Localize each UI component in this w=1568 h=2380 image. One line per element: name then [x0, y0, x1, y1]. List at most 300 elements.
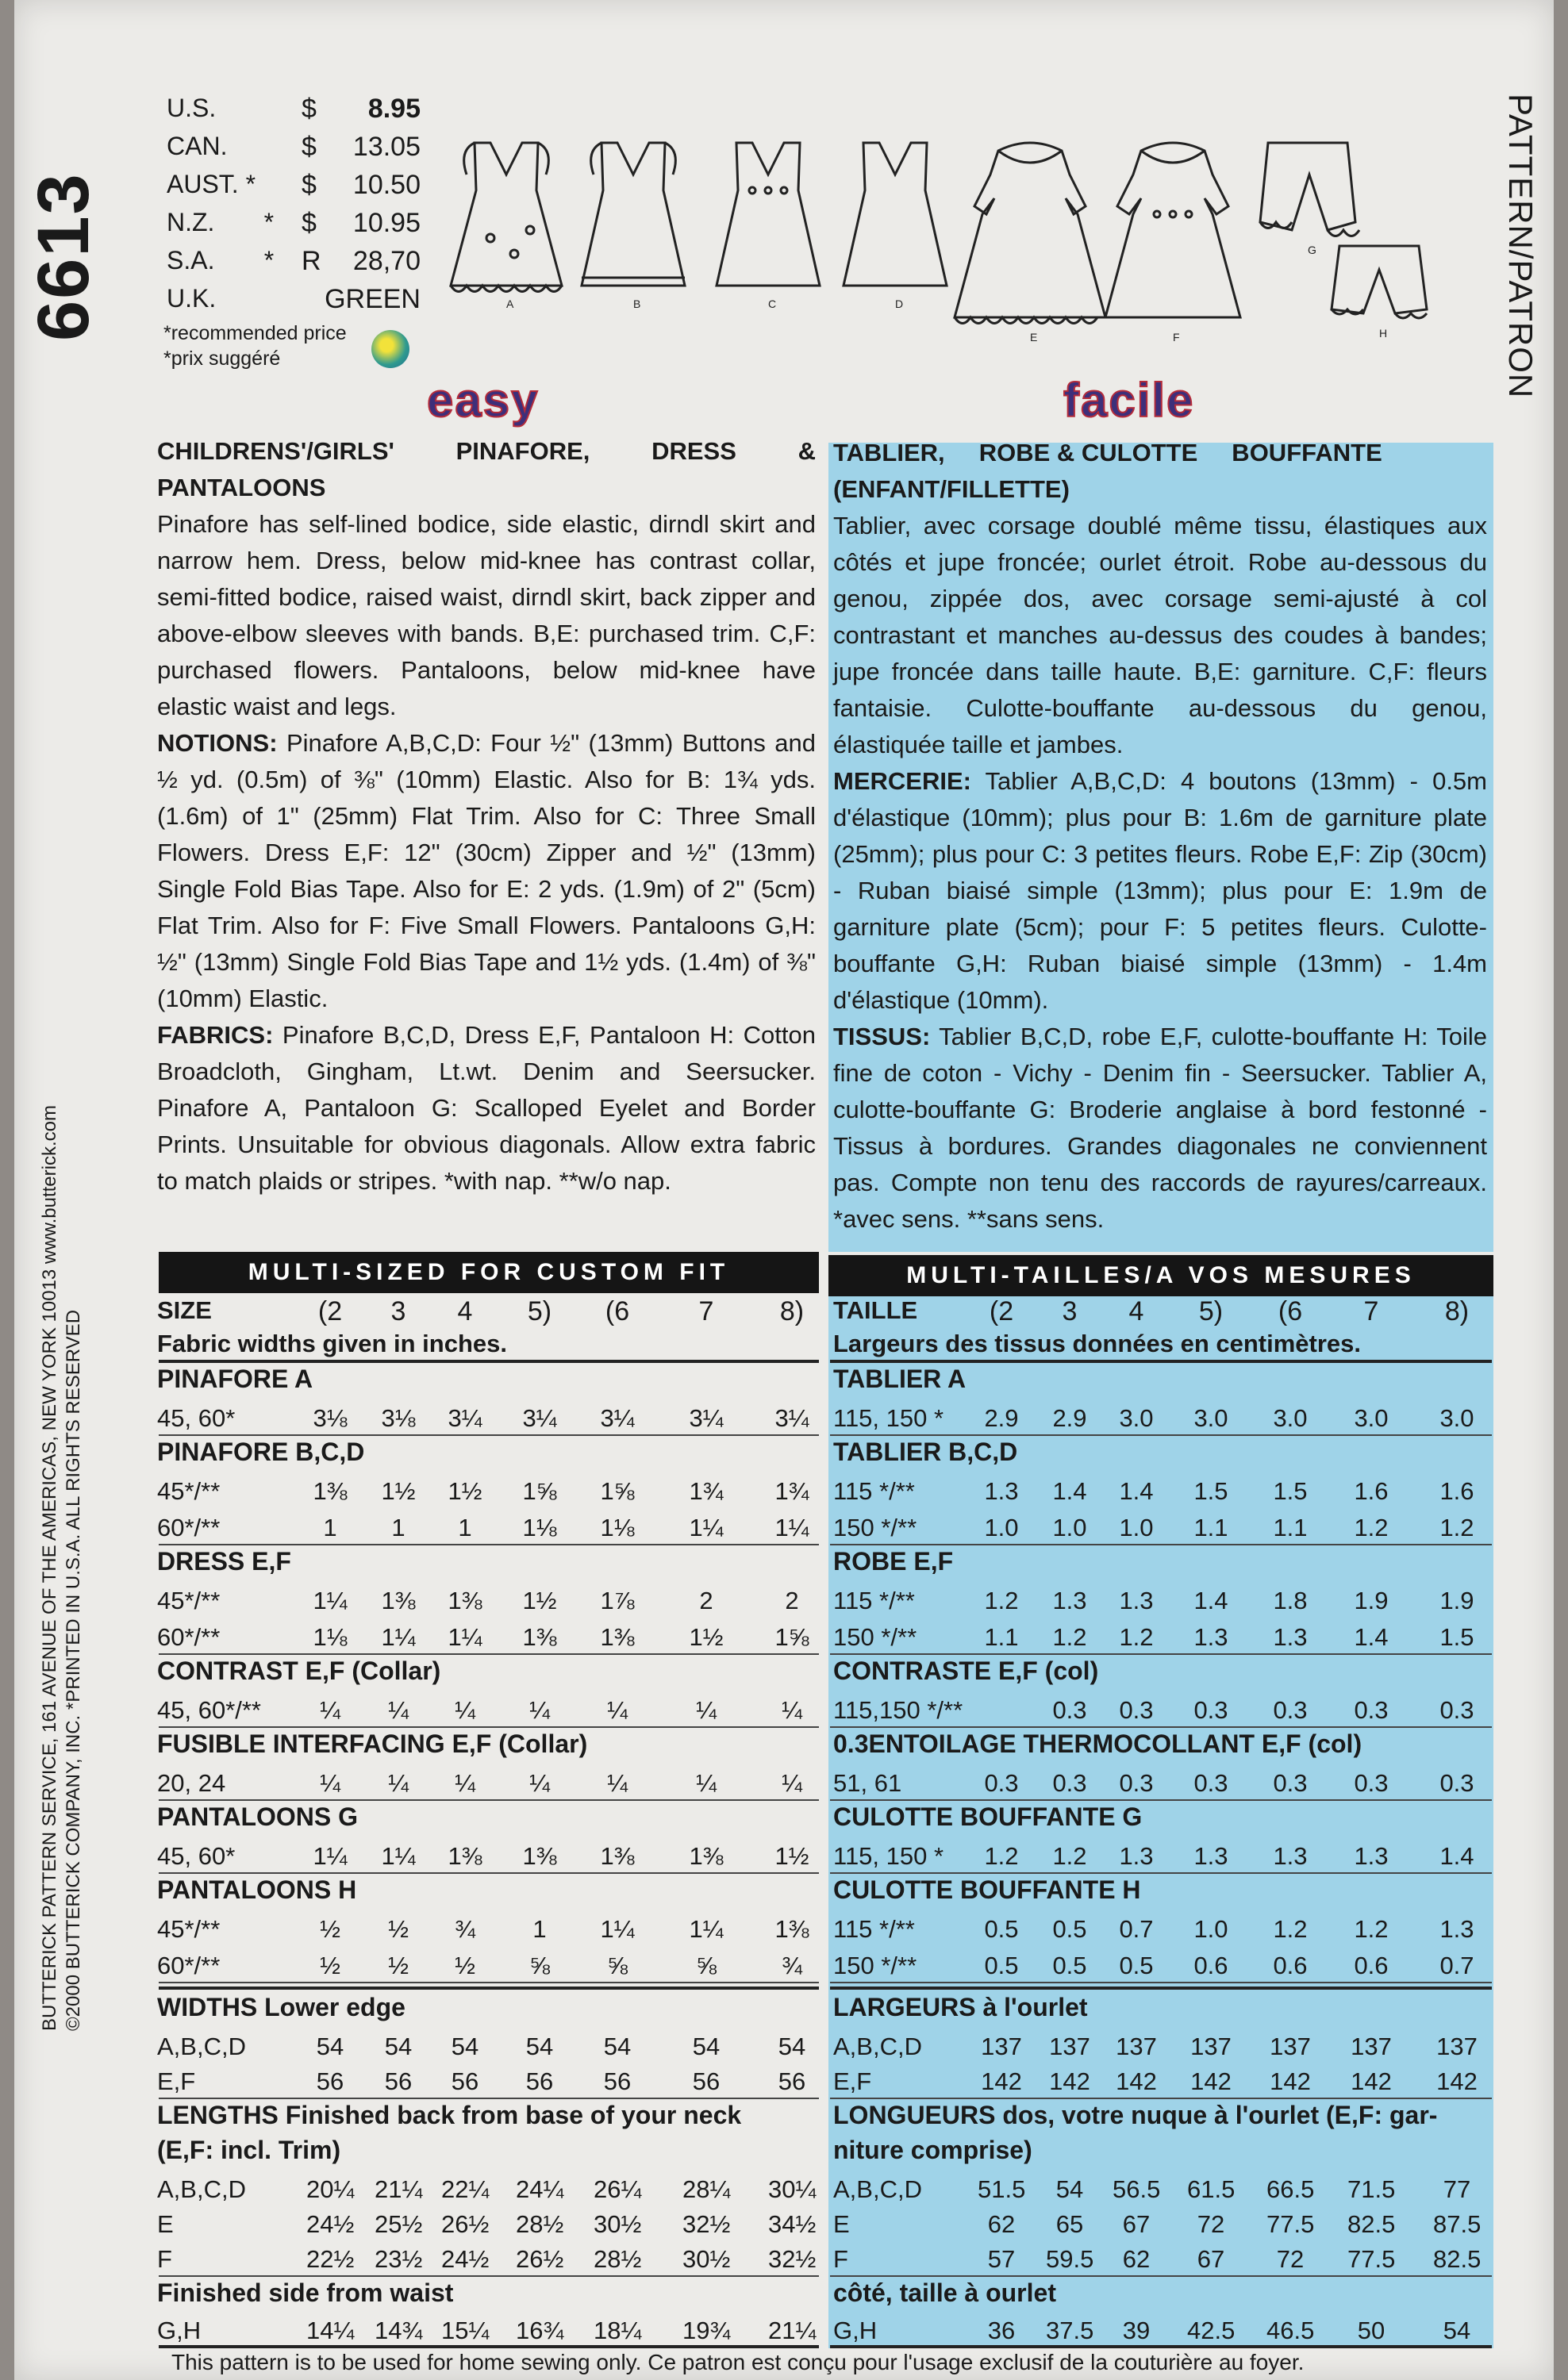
en-table-row-value: 1¼ — [381, 1623, 416, 1651]
en-table-row-label: 45*/** — [157, 1915, 221, 1943]
fr-table-row-value: 0.3 — [1119, 1769, 1154, 1797]
fr-lengths-row-value: 72 — [1276, 2245, 1305, 2273]
fr-size-column: 7 — [1363, 1296, 1379, 1326]
en-table-row-value: 1¾ — [774, 1477, 809, 1505]
en-table-row-value: 1⅛ — [600, 1514, 635, 1541]
fr-table-row-value: 0.5 — [984, 1952, 1019, 1979]
en-table-row-value: 2 — [699, 1587, 713, 1614]
fr-table-row-value: 1.0 — [1193, 1915, 1228, 1943]
en-widths-note: Fabric widths given in inches. — [157, 1330, 507, 1357]
en-section-title: PINAFORE A — [157, 1365, 313, 1393]
en-widths-row-value: 54 — [451, 2033, 479, 2060]
en-table-row-value: ⅝ — [607, 1952, 628, 1979]
garment-sketches — [443, 127, 1458, 349]
en-table-row-label: 60*/** — [157, 1952, 221, 1979]
en-table-row-value: 1½ — [448, 1477, 482, 1505]
fr-row-divider — [830, 1872, 1492, 1874]
english-description: Pinafore has self-lined bodice, side elastic, dirndl skirt and narrow hem. Dress, below mid-knee has contrast collar, semi-fitted bodice, raised waist, dirndl skirt, back zipper and above-elbow sleeves with bands. B,E: purchased trim. C,F: purchased flowers. Pantaloons, below mid-knee have elastic waist and legs. — [157, 510, 816, 720]
fr-table-row-value: 0.3 — [1052, 1696, 1087, 1724]
fr-size-column: (6 — [1278, 1296, 1303, 1326]
fabrics-text: Pinafore B,C,D, Dress E,F, Pantaloon H: Cotton Broadcloth, Gingham, Lt.wt. Denim and Seersucker. Pinafore A, Pantaloon G: Scalloped Eyelet and Border Prints. Unsuitable for obvious diagonals. Allow extra fabric to match plaids or stripes. *with nap. **w/o nap. — [157, 1021, 816, 1195]
fr-side-row-value: 36 — [987, 2317, 1016, 2344]
fr-side-row-value: 46.5 — [1266, 2317, 1315, 2344]
fr-section-title: CULOTTE BOUFFANTE H — [833, 1875, 1141, 1904]
fr-table-row-value: 0.7 — [1119, 1915, 1154, 1943]
en-lengths-row-value: 28¼ — [682, 2175, 731, 2203]
en-table-row-value: 1 — [458, 1514, 472, 1541]
fr-table-row-value: 0.6 — [1193, 1952, 1228, 1979]
fr-table-row-label: 150 */** — [833, 1623, 917, 1651]
fr-table-row-label: 115, 150 * — [833, 1842, 944, 1870]
fr-table-row — [14, 1399, 1568, 1436]
en-table-row-value: 1 — [391, 1514, 405, 1541]
en-widths-row-label: E,F — [157, 2067, 196, 2095]
price-label-aust: AUST. * — [167, 170, 256, 198]
en-section-title: FUSIBLE INTERFACING E,F (Collar) — [157, 1729, 588, 1758]
fr-table-row-label: 51, 61 — [833, 1769, 902, 1797]
fr-widths-row-value: 142 — [1436, 2067, 1478, 2095]
fr-widths-row-value: 137 — [981, 2033, 1022, 2060]
french-text-column — [833, 435, 1487, 1238]
fr-table-row-value: 0.3 — [984, 1769, 1019, 1797]
price-label-sa: S.A. * — [167, 246, 275, 274]
fr-lengths-row-value: 62 — [1122, 2245, 1151, 2273]
price-note-en: *recommended price — [163, 322, 347, 344]
english-fabrics — [157, 1017, 816, 1200]
en-lengths-row-value: 22½ — [306, 2245, 355, 2273]
sketch-d-pinafore — [844, 143, 947, 286]
publisher-line-1: BUTTERICK PATTERN SERVICE, 161 AVENUE OF THE AMERICAS, NEW YORK 10013 www.butterick.com — [39, 1105, 60, 2031]
fr-table-row-value: 0.6 — [1354, 1952, 1389, 1979]
fr-table-row-value: 3.0 — [1193, 1404, 1228, 1432]
en-widths-row-label: A,B,C,D — [157, 2033, 246, 2060]
en-side-title: Finished side from waist — [157, 2278, 454, 2307]
mercerie-label: MERCERIE: — [833, 767, 971, 795]
en-divider — [159, 1360, 819, 1363]
en-size-column: 3 — [390, 1296, 406, 1326]
en-table-row-value: 1 — [532, 1915, 547, 1943]
fr-size-column: 8) — [1444, 1296, 1470, 1326]
fr-section-title: 0.3ENTOILAGE THERMOCOLLANT E,F (col) — [833, 1729, 1362, 1758]
fr-table-row — [14, 1837, 1568, 1874]
en-lengths-row-value: 30½ — [594, 2210, 642, 2238]
en-side-row-value: 19¾ — [682, 2317, 731, 2344]
fr-table-row-value: 1.4 — [1439, 1842, 1474, 1870]
en-side-row-value: 15¼ — [441, 2317, 490, 2344]
en-table-row-value: ¼ — [607, 1769, 628, 1797]
en-table-row-value: ¼ — [696, 1696, 717, 1724]
french-table-header-bar: MULTI-TAILLES/A VOS MESURES — [828, 1255, 1493, 1296]
english-notions — [157, 725, 816, 1017]
fr-lengths-row-value: 65 — [1055, 2210, 1084, 2238]
en-table-row-value: ¼ — [696, 1769, 717, 1797]
en-table-row-value: 1⅝ — [600, 1477, 635, 1505]
en-size-column: 4 — [457, 1296, 473, 1326]
price-label-us: U.S. — [167, 94, 217, 122]
price-currency-us: $ — [302, 94, 317, 124]
en-table-row-value: 1⅜ — [522, 1623, 557, 1651]
fr-table-row-value: 3.0 — [1354, 1404, 1389, 1432]
green-dot-icon — [371, 330, 409, 368]
fr-lengths-row-value: 77 — [1443, 2175, 1471, 2203]
fr-row-divider — [830, 1799, 1492, 1801]
fr-lengths-row-label: F — [833, 2245, 848, 2273]
fr-side-row-label: G,H — [833, 2317, 878, 2344]
fr-table-row — [14, 1910, 1568, 1947]
fr-lengths-row-value: 59.5 — [1046, 2245, 1094, 2273]
fr-table-row-value: 0.3 — [1052, 1769, 1087, 1797]
fr-table-row-value: 1.2 — [1119, 1623, 1154, 1651]
price-currency-can: $ — [302, 132, 317, 162]
price-currency-nz: $ — [302, 208, 317, 238]
fr-row-divider — [830, 1653, 1492, 1655]
en-table-row-value: 1¼ — [774, 1514, 809, 1541]
fr-table-row-value: 2.9 — [1052, 1404, 1087, 1432]
pattern-patron-label: PATTERN/PATRON — [1502, 94, 1539, 399]
en-side-row-value: 16¾ — [516, 2317, 564, 2344]
tissus-label: TISSUS: — [833, 1023, 931, 1050]
fr-section-title: ROBE E,F — [833, 1547, 954, 1576]
en-table-row-label: 45*/** — [157, 1587, 221, 1614]
fr-table-row-value: 1.2 — [984, 1587, 1019, 1614]
en-size-column: 8) — [779, 1296, 805, 1326]
en-table-row-value: 3¼ — [448, 1404, 482, 1432]
fr-section-title: TABLIER A — [833, 1365, 967, 1393]
fabrics-label: FABRICS: — [157, 1021, 274, 1049]
fr-side-row-value: 37.5 — [1046, 2317, 1094, 2344]
fr-widths-row-value: 142 — [1351, 2067, 1392, 2095]
sketch-a-pinafore — [451, 143, 562, 292]
fr-table-row-label: 115,150 */** — [833, 1696, 963, 1724]
en-widths-row-value: 56 — [525, 2067, 554, 2095]
french-description: Tablier, avec corsage doublé même tissu, élastiques aux côtés et jupe froncée; ourlet étroit. Robe au-dessous du genou, zippée dos, avec corsage semi-ajusté à col contrastant et manches au-dessus des coudes à bandes; jupe froncée dans taille haute. B,E: garniture. C,F: fleurs fantaisie. Culotte-bouffante au-dessous du genou, élastiquée taille et jambes. — [833, 512, 1487, 758]
en-table-row-value: 2 — [785, 1587, 799, 1614]
fr-table-row — [14, 1472, 1568, 1509]
fr-table-row-value: 1.3 — [984, 1477, 1019, 1505]
fr-table-row — [14, 1691, 1568, 1728]
en-table-row-value: 3⅛ — [381, 1404, 416, 1432]
en-widths-row-value: 54 — [525, 2033, 554, 2060]
fr-table-row-value: 1.6 — [1439, 1477, 1474, 1505]
en-lengths-row-value: 20¼ — [306, 2175, 355, 2203]
sketch-f-dress — [1105, 143, 1240, 317]
en-section-title: CONTRAST E,F (Collar) — [157, 1656, 441, 1685]
fr-table-row-value: 1.0 — [1052, 1514, 1087, 1541]
fr-table-row-value: 1.3 — [1354, 1842, 1389, 1870]
en-table-row-value: 3¼ — [774, 1404, 809, 1432]
en-table-row-value: ¼ — [388, 1696, 409, 1724]
fr-widths-row-value: 137 — [1351, 2033, 1392, 2060]
fr-row-divider — [830, 2275, 1492, 2277]
fr-lengths-row-value: 66.5 — [1266, 2175, 1315, 2203]
en-table-row-value: 1⅛ — [313, 1623, 348, 1651]
en-divider — [159, 1987, 819, 1990]
fr-lengths-row-label: E — [833, 2210, 850, 2238]
price-note-fr: *prix suggéré — [163, 347, 281, 370]
sketch-h-pantaloons — [1332, 246, 1427, 318]
en-side-row-value: 21¼ — [768, 2317, 817, 2344]
en-lengths-row-value: 30½ — [682, 2245, 731, 2273]
fr-table-row-value: 0.3 — [1439, 1769, 1474, 1797]
en-table-row-label: 45*/** — [157, 1477, 221, 1505]
en-lengths-row-value: 21¼ — [375, 2175, 423, 2203]
en-table-row-label: 45, 60* — [157, 1404, 236, 1432]
en-table-row-value: ¼ — [782, 1696, 802, 1724]
fr-table-row-value: 1.8 — [1273, 1587, 1308, 1614]
tissus-text: Tablier B,C,D, robe E,F, culotte-bouffante H: Toile fine de coton - Vichy - Denim fin - Seersucker. Tablier A, culotte-bouffante G: Broderie anglaise à bord festonné - Tissus à bordures. Grandes diagonales ne conviennent pas. Compte non tenu des raccords de rayures/carreaux. *avec sens. **sans sens. — [833, 1023, 1488, 1233]
price-amount-can: 13.05 — [352, 132, 421, 162]
fr-table-row-label: 115 */** — [833, 1477, 915, 1505]
en-table-row-value: 1⅜ — [448, 1587, 482, 1614]
en-table-row-value: 1⅜ — [522, 1842, 557, 1870]
en-widths-row-value: 56 — [316, 2067, 344, 2095]
fr-table-row — [14, 1509, 1568, 1545]
fr-side-row-value: 39 — [1122, 2317, 1151, 2344]
fr-table-row-value: 1.3 — [1119, 1587, 1154, 1614]
en-table-row-value: 1¼ — [381, 1842, 416, 1870]
en-table-row-value: ¼ — [529, 1769, 550, 1797]
price-label-uk: U.K. — [167, 284, 217, 313]
fr-table-row-value: 3.0 — [1119, 1404, 1154, 1432]
en-table-row-label: 20, 24 — [157, 1769, 226, 1797]
fr-section-title: CONTRASTE E,F (col) — [833, 1656, 1099, 1685]
fr-table-row-value: 0.5 — [984, 1915, 1019, 1943]
en-size-column: (2 — [317, 1296, 343, 1326]
sketch-label-f: F — [1173, 331, 1180, 344]
en-table-row-value: 1⅜ — [774, 1915, 809, 1943]
en-table-row-value: 1½ — [522, 1587, 557, 1614]
en-size-column: 5) — [527, 1296, 552, 1326]
notions-label: NOTIONS: — [157, 729, 278, 757]
fr-divider — [830, 2345, 1492, 2348]
fr-lengths-row — [14, 2240, 1568, 2277]
fr-size-column: (2 — [989, 1296, 1014, 1326]
en-widths-row-value: 54 — [384, 2033, 413, 2060]
fr-table-row-value: 1.6 — [1354, 1477, 1389, 1505]
en-table-row-value: 3¼ — [689, 1404, 724, 1432]
en-lengths-row-value: 32½ — [682, 2210, 731, 2238]
fr-table-row-value: 0.3 — [1193, 1696, 1228, 1724]
sketch-label-h: H — [1379, 327, 1388, 340]
en-table-row-value: ¾ — [455, 1915, 475, 1943]
en-section-title: PANTALOONS G — [157, 1802, 359, 1831]
fr-lengths-row-value: 62 — [987, 2210, 1016, 2238]
fr-table-row — [14, 1618, 1568, 1655]
fr-table-row-value: 0.3 — [1193, 1769, 1228, 1797]
en-widths-row-value: 56 — [384, 2067, 413, 2095]
en-table-row-value: ½ — [455, 1952, 475, 1979]
fr-lengths-title: LONGUEURS dos, votre nuque à l'ourlet (E,F: gar- — [833, 2101, 1438, 2129]
price-label-nz: N.Z. * — [167, 208, 275, 236]
en-table-row-label: 60*/** — [157, 1514, 221, 1541]
fr-side-title: côté, taille à ourlet — [833, 2278, 1056, 2307]
en-table-row-value: 1⅜ — [381, 1587, 416, 1614]
en-side-row-value: 14¼ — [306, 2317, 355, 2344]
fr-table-row-label: 150 */** — [833, 1514, 917, 1541]
sketch-label-g: G — [1308, 244, 1316, 256]
fr-row-divider — [830, 2098, 1492, 2099]
french-title-2: (ENFANT/FILLETTE) — [833, 475, 1070, 503]
fr-widths-row-label: E,F — [833, 2067, 872, 2095]
fr-table-row-value: 1.2 — [1052, 1842, 1087, 1870]
fr-size-header-row — [14, 1292, 1568, 1328]
fr-lengths-row-value: 67 — [1197, 2245, 1225, 2273]
en-table-row-value: 1½ — [381, 1477, 416, 1505]
en-table-row-label: 45, 60* — [157, 1842, 236, 1870]
french-notions — [833, 763, 1487, 1019]
fr-lengths-row-value: 82.5 — [1347, 2210, 1396, 2238]
fr-table-row-value: 0.3 — [1439, 1696, 1474, 1724]
sketch-e-dress — [955, 143, 1105, 324]
fr-table-row-value: 1.9 — [1354, 1587, 1389, 1614]
en-table-row-value: ¼ — [607, 1696, 628, 1724]
en-size-label: SIZE — [157, 1296, 212, 1324]
fr-table-row-value: 1.5 — [1193, 1477, 1228, 1505]
fr-lengths-row-value: 87.5 — [1433, 2210, 1482, 2238]
fr-lengths-row-value: 67 — [1122, 2210, 1151, 2238]
en-lengths-row-value: 26¼ — [594, 2175, 642, 2203]
en-table-row-value: ¼ — [320, 1769, 340, 1797]
english-text-column — [157, 433, 816, 1200]
en-lengths-row-value: 30¼ — [768, 2175, 817, 2203]
en-table-row-label: 45, 60*/** — [157, 1696, 261, 1724]
en-widths-title: WIDTHS Lower edge — [157, 1993, 405, 2021]
english-table-header-bar: MULTI-SIZED FOR CUSTOM FIT — [159, 1252, 819, 1293]
en-table-row-value: ¼ — [388, 1769, 409, 1797]
fr-lengths-row-value: 72 — [1197, 2210, 1225, 2238]
fr-table-row-value: 1.5 — [1273, 1477, 1308, 1505]
en-table-row-value: 1¼ — [313, 1842, 348, 1870]
en-size-column: (6 — [605, 1296, 630, 1326]
en-table-row-value: 1⅜ — [600, 1623, 635, 1651]
price-label-can: CAN. — [167, 132, 228, 160]
sketch-g-pantaloons — [1260, 143, 1359, 236]
en-section-title: PANTALOONS H — [157, 1875, 357, 1904]
fr-widths-row-value: 137 — [1049, 2033, 1090, 2060]
fr-row-divider — [830, 1544, 1492, 1545]
fr-section-title: CULOTTE BOUFFANTE G — [833, 1802, 1143, 1831]
en-side-row-label: G,H — [157, 2317, 202, 2344]
en-widths-row-value: 56 — [603, 2067, 632, 2095]
en-lengths-row-label: F — [157, 2245, 172, 2273]
sketch-b-pinafore — [582, 143, 685, 286]
fr-table-row-value: 1.1 — [984, 1623, 1019, 1651]
en-lengths-row-value: 24½ — [441, 2245, 490, 2273]
fr-table-row-value: 1.2 — [984, 1842, 1019, 1870]
en-lengths-subtitle: (E,F: incl. Trim) — [157, 2136, 341, 2164]
en-table-row-value: ¼ — [782, 1769, 802, 1797]
fr-table-row — [14, 1582, 1568, 1618]
fr-table-row — [14, 1764, 1568, 1801]
fr-table-row-value: 1.3 — [1273, 1842, 1308, 1870]
fr-table-row-label: 115, 150 * — [833, 1404, 944, 1432]
en-lengths-row-value: 28½ — [516, 2210, 564, 2238]
french-fabrics — [833, 1019, 1487, 1238]
fr-table-row-value: 1.3 — [1193, 1842, 1228, 1870]
fr-table-row-value: 0.7 — [1439, 1952, 1474, 1979]
fr-divider — [830, 1360, 1492, 1363]
fr-table-row-value: 0.5 — [1119, 1952, 1154, 1979]
fr-table-row-value: 1.4 — [1193, 1587, 1228, 1614]
en-lengths-row-value: 28½ — [594, 2245, 642, 2273]
fr-table-row-value: 1.5 — [1439, 1623, 1474, 1651]
fr-lengths-row-value: 61.5 — [1187, 2175, 1236, 2203]
en-table-row-value: ⅝ — [529, 1952, 550, 1979]
sketch-label-d: D — [895, 298, 904, 310]
price-amount-uk: GREEN — [325, 284, 421, 314]
en-widths-row-value: 56 — [778, 2067, 806, 2095]
sketch-label-a: A — [506, 298, 514, 310]
fr-widths-row-value: 142 — [1270, 2067, 1311, 2095]
en-table-row-value: 3⅛ — [313, 1404, 348, 1432]
en-table-row-value: 1⅝ — [522, 1477, 557, 1505]
fr-widths-row-value: 142 — [981, 2067, 1022, 2095]
sketch-label-c: C — [768, 298, 777, 310]
fr-widths-row-value: 137 — [1116, 2033, 1157, 2060]
en-table-row-value: 1⅜ — [313, 1477, 348, 1505]
en-table-row-value: ¼ — [529, 1696, 550, 1724]
fr-table-row-value: 1.2 — [1273, 1915, 1308, 1943]
fr-size-column: 5) — [1198, 1296, 1224, 1326]
en-lengths-row-label: E — [157, 2210, 174, 2238]
fr-lengths-row — [14, 2171, 1568, 2207]
footer-note: This pattern is to be used for home sewing only. Ce patron est conçu pour l'usage exclusif de la couturière au foyer. — [171, 2350, 1305, 2374]
fr-table-row-value: 1.2 — [1052, 1623, 1087, 1651]
en-lengths-row-value: 26½ — [441, 2210, 490, 2238]
en-lengths-row-value: 24½ — [306, 2210, 355, 2238]
fr-table-row-value: 0.3 — [1273, 1769, 1308, 1797]
easy-badge: easy — [427, 374, 540, 427]
fr-widths-title: LARGEURS à l'ourlet — [833, 1993, 1088, 2021]
fr-table-row-value: 1.4 — [1052, 1477, 1087, 1505]
fr-table-row-label: 115 */** — [833, 1587, 915, 1614]
fr-lengths-row-value: 51.5 — [978, 2175, 1026, 2203]
en-lengths-title: LENGTHS Finished back from base of your neck — [157, 2101, 742, 2129]
fr-widths-row-value: 137 — [1270, 2033, 1311, 2060]
en-table-row-value: 3¼ — [522, 1404, 557, 1432]
fr-widths-row-value: 142 — [1116, 2067, 1157, 2095]
en-widths-row-value: 56 — [451, 2067, 479, 2095]
en-table-row-value: ¼ — [320, 1696, 340, 1724]
price-amount-us: 8.95 — [367, 94, 421, 124]
en-lengths-row-value: 32½ — [768, 2245, 817, 2273]
publisher-line-2: ©2000 BUTTERICK COMPANY, INC. *PRINTED IN U.S.A. ALL RIGHTS RESERVED — [63, 1309, 84, 2031]
en-table-row-value: ½ — [388, 1952, 409, 1979]
en-lengths-row-label: A,B,C,D — [157, 2175, 246, 2203]
fr-table-row-value: 0.3 — [1354, 1696, 1389, 1724]
fr-table-row-value: 0.3 — [1273, 1696, 1308, 1724]
price-amount-sa: 28,70 — [352, 246, 421, 276]
en-table-row-label: 60*/** — [157, 1623, 221, 1651]
fr-widths-row-value: 142 — [1190, 2067, 1232, 2095]
en-lengths-row-value: 24¼ — [516, 2175, 564, 2203]
fr-table-row-label: 115 */** — [833, 1915, 915, 1943]
fr-side-row-value: 54 — [1443, 2317, 1471, 2344]
en-table-row-value: ½ — [388, 1915, 409, 1943]
sketch-c-pinafore — [717, 143, 820, 286]
fr-size-column: 4 — [1128, 1296, 1144, 1326]
fr-widths-row-value: 137 — [1190, 2033, 1232, 2060]
fr-table-row-value: 0.5 — [1052, 1915, 1087, 1943]
fr-table-row-value: 2.9 — [984, 1404, 1019, 1432]
fr-widths-note: Largeurs des tissus données en centimètres. — [833, 1330, 1362, 1357]
fr-lengths-row-label: A,B,C,D — [833, 2175, 922, 2203]
en-table-row-value: 1¼ — [448, 1623, 482, 1651]
en-table-row-value: ½ — [320, 1952, 340, 1979]
en-table-row-value: 1¼ — [689, 1915, 724, 1943]
en-lengths-row-value: 22¼ — [441, 2175, 490, 2203]
fr-widths-row-value: 142 — [1049, 2067, 1090, 2095]
